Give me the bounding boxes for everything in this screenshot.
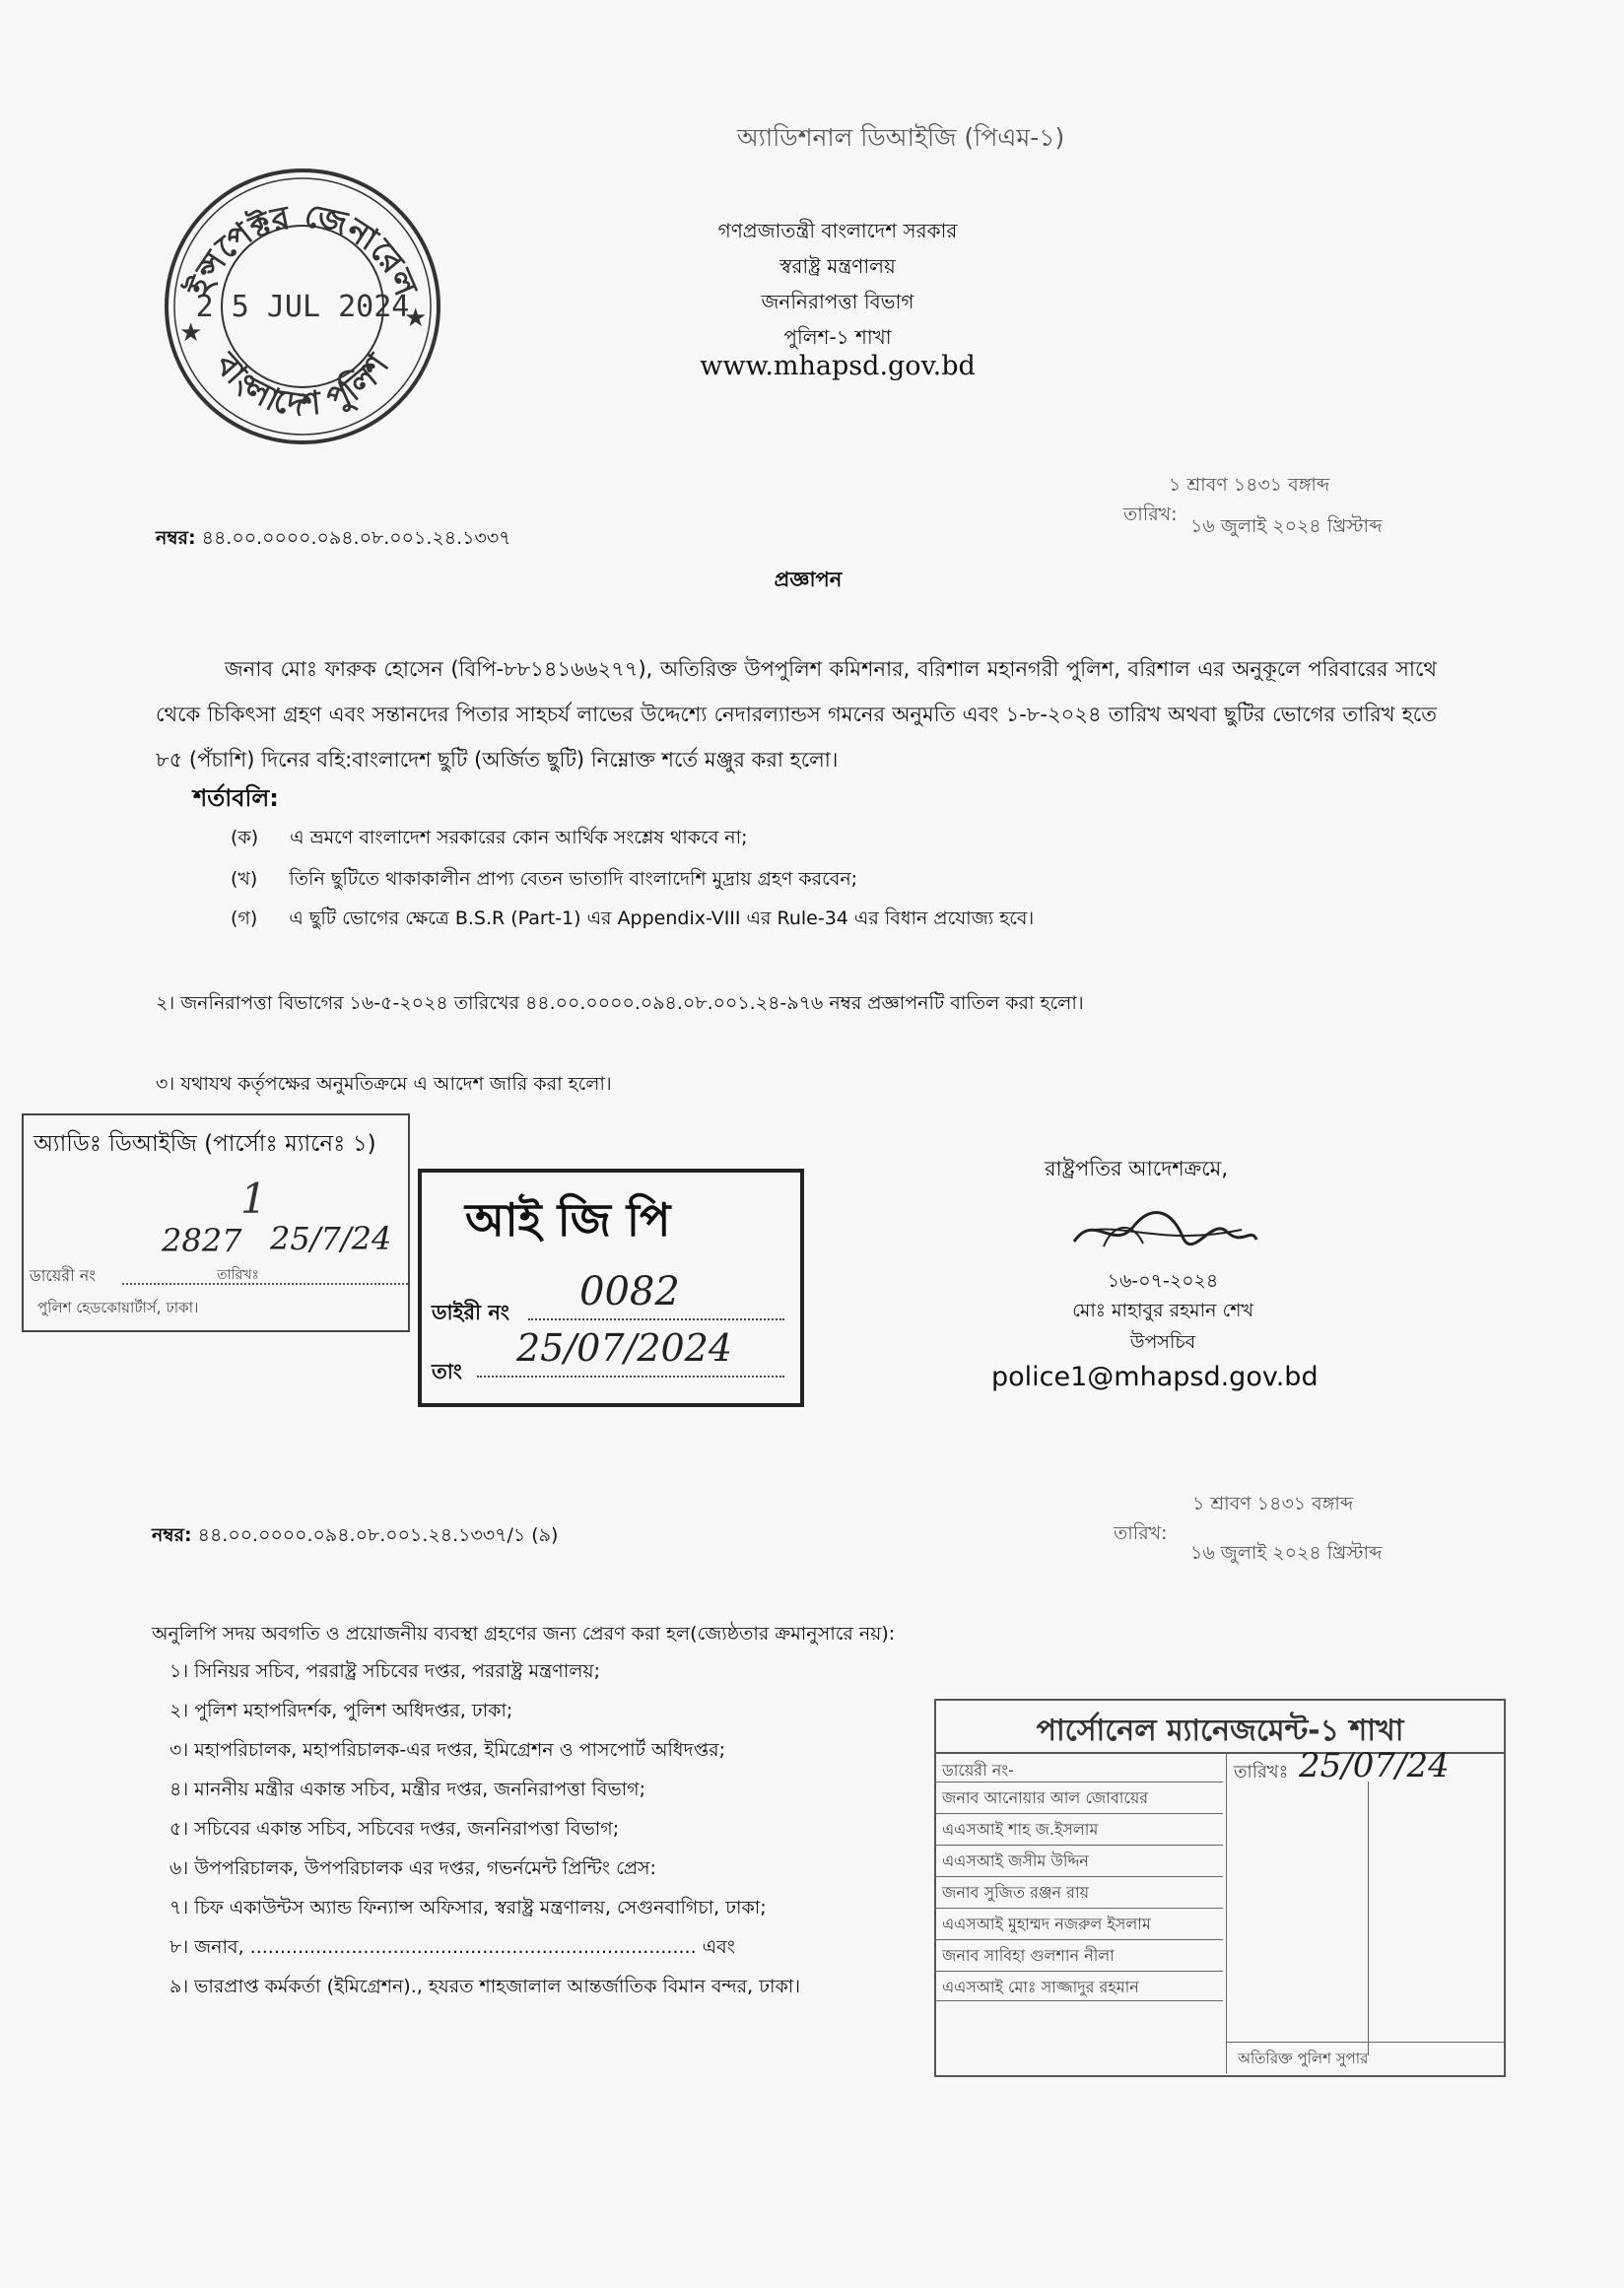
copy-list-item: ৫। সচিবের একান্ত সচিব, সচিবের দপ্তর, জননিরাপত্তা বিভাগ;	[169, 1818, 620, 1840]
stamp-branch-name-row: এএসআই মোঃ সাজ্জাদুর রহমান	[936, 1971, 1223, 2001]
ref2-date-label: তারিখ:	[1114, 1522, 1168, 1544]
notice-title: প্রজ্ঞাপন	[774, 568, 843, 591]
seal-star-left-icon: ★	[179, 318, 203, 348]
stamp-adig-date: 25/7/24	[270, 1220, 392, 1257]
stamp-branch-title: পার্সোনেল ম্যানেজমেন্ট-১ শাখা	[1036, 1714, 1404, 1748]
signature-name: মোঃ মাহাবুর রহমান শেখ	[1072, 1300, 1253, 1321]
stamp-igp-date: 25/07/2024	[516, 1326, 733, 1370]
ref1-date-label: তারিখ:	[1123, 504, 1178, 525]
stamp-branch	[934, 1699, 1506, 2077]
stamp-adig	[22, 1113, 410, 1332]
ref2-number-label: নম্বর:	[152, 1524, 192, 1546]
stamp-igp-title: আই জি পি	[465, 1193, 671, 1246]
ref1-number-value: ৪৪.০০.০০০০.০৯৪.০৮.০০১.২৪.১৩৩৭	[201, 527, 511, 549]
stamp-igp-date-label: তাং	[432, 1360, 462, 1383]
stamp-adig-mark: 1	[240, 1175, 267, 1223]
ref2-number-value: ৪৪.০০.০০০০.০৯৪.০৮.০০১.২৪.১৩৩৭/১ (৯)	[197, 1524, 559, 1546]
header-ministry: স্বরাষ্ট্র মন্ত্রণালয়	[779, 254, 896, 278]
stamp-adig-footer: পুলিশ হেডকোয়ার্টার্স, ঢাকা।	[37, 1299, 199, 1316]
stamp-branch-name-row: জনাব আনোয়ার আল জোবায়ের	[936, 1782, 1223, 1812]
stamp-adig-diary-no: 2827	[162, 1222, 242, 1259]
condition-marker: (ক)	[231, 827, 259, 848]
header-branch: পুলিশ-১ শাখা	[783, 325, 892, 349]
stamp-branch-name-row: জনাব সাবিহা গুলশান নীলা	[936, 1939, 1223, 1970]
copy-list-item: ২। পুলিশ মহাপরিদর্শক, পুলিশ অধিদপ্তর, ঢাকা;	[169, 1700, 513, 1721]
condition-marker: (গ)	[231, 908, 258, 929]
copy-list-item: ৬। উপপরিচালক, উপপরিচালক এর দপ্তর, গভর্নমেন্ট প্রিন্টিং প্রেস:	[169, 1857, 656, 1879]
signature-date: ১৬-০৭-২০২৪	[1107, 1270, 1219, 1292]
stamp-branch-name-row: এএসআই শাহ জ.ইসলাম	[936, 1813, 1223, 1844]
stamp-igp	[418, 1169, 804, 1407]
copy-list-item: ৯। ভারপ্রাপ্ত কর্মকর্তা (ইমিগ্রেশন)., হযরত শাহজালাল আন্তর্জাতিক বিমান বন্দর, ঢাকা।	[169, 1976, 801, 1997]
stamp-branch-name-row: এএসআই মুহাম্মদ নজরুল ইসলাম	[936, 1908, 1223, 1938]
ref2-date-english: ১৬ জুলাই ২০২৪ খ্রিস্টাব্দ	[1190, 1542, 1383, 1564]
top-title: অ্যাডিশনাল ডিআইজি (পিএম-১)	[737, 123, 1065, 152]
header-govt: গণপ্রজাতন্ত্রী বাংলাদেশ সরকার	[717, 219, 958, 242]
condition-item	[231, 905, 1034, 936]
header-division: জননিরাপত্তা বিভাগ	[761, 290, 914, 313]
copy-intro: অনুলিপি সদয় অবগতি ও প্রয়োজনীয় ব্যবস্থা গ্রহণের জন্য প্রেরণ করা হল(জ্যেষ্ঠতার ক্রমানুসারে নয়):	[152, 1623, 896, 1645]
stamp-branch-date: 25/07/24	[1299, 1746, 1450, 1785]
ref1-number	[156, 524, 511, 556]
stamp-branch-date-label: তারিখঃ	[1234, 1762, 1289, 1783]
condition-text: তিনি ছুটিতে থাকাকালীন প্রাপ্য বেতন ভাতাদি বাংলাদেশি মুদ্রায় গ্রহণ করবেন;	[289, 868, 858, 890]
copy-list-item: ১। সিনিয়র সচিব, পররাষ্ট্র সচিবের দপ্তর, পররাষ্ট্র মন্ত্রণালয়;	[169, 1660, 600, 1682]
point-2: ২। জননিরাপত্তা বিভাগের ১৬-৫-২০২৪ তারিখের ৪৪.০০.০০০০.০৯৪.০৮.০০১.২৪-৯৭৬ নম্বর প্রজ্ঞাপনটি বাতিল করা হলো।	[156, 992, 1084, 1014]
stamp-branch-name-row: জনাব সুজিত রঞ্জন রায়	[936, 1876, 1223, 1907]
point-3: ৩। যথাযথ কর্তৃপক্ষের অনুমতিক্রমে এ আদেশ জারি করা হলো।	[156, 1073, 612, 1095]
copy-list-item: ৭। চিফ একাউন্টস অ্যান্ড ফিন্যান্স অফিসার, স্বরাষ্ট্র মন্ত্রণালয়, সেগুনবাগিচা, ঢাকা;	[169, 1897, 767, 1918]
seal-date: 2 5 JUL 2024	[195, 290, 410, 324]
ref1-number-label: নম্বর:	[156, 527, 196, 549]
seal-bottom-text: বাংলাদেশ পুলিশ	[207, 345, 397, 424]
condition-item	[231, 824, 748, 855]
stamp-adig-diary-label: ডায়েরী নং	[30, 1266, 97, 1285]
stamp-branch-name-row: এএসআই জসীম উদ্দিন	[936, 1845, 1223, 1875]
ref2-date-bangla: ১ শ্রাবণ ১৪৩১ বঙ্গাব্দ	[1192, 1493, 1354, 1514]
stamp-adig-title: অ্যাডিঃ ডিআইজি (পার্সোঃ ম্যানেঃ ১)	[34, 1131, 376, 1157]
stamp-branch-footer: অতিরিক্ত পুলিশ সুপার	[1238, 2050, 1369, 2067]
ref2-number	[152, 1521, 558, 1553]
signature-scribble-icon	[1064, 1202, 1261, 1265]
condition-marker: (খ)	[231, 868, 258, 890]
copy-list-item: ৮। জনাব, ........................................................................... এবং	[169, 1936, 735, 1958]
body-paragraph: জনাব মোঃ ফারুক হোসেন (বিপি-৮৮১৪১৬৬২৭৭), অতিরিক্ত উপপুলিশ কমিশনার, বরিশাল মহানগরী পুলিশ, বরিশাল এর অনুকূলে পরিবারের সাথে থেকে চিকিৎসা গ্রহণ এবং সন্তানদের পিতার সাহচর্য লাভের উদ্দেশ্যে নেদারল্যান্ডস গমনের অনুমতি এবং ১-৮-২০২৪ তারিখ অথবা ছুটির ভোগের তারিখ হতে ৮৫ (পঁচাশি) দিনের বহি:বাংলাদেশ ছুটি (অর্জিত ছুটি) নিম্নোক্ত শর্তে মঞ্জুর করা হলো।	[156, 657, 1437, 772]
stamp-igp-diary-no: 0082	[579, 1269, 680, 1314]
condition-text: এ ছুটি ভোগের ক্ষেত্রে B.S.R (Part-1) এর Appendix-VIII এর Rule-34 এর বিধান প্রযোজ্য হবে।	[289, 908, 1035, 929]
signature-order-line: রাষ্ট্রপতির আদেশক্রমে,	[1045, 1157, 1228, 1180]
seal-star-right-icon: ★	[404, 303, 428, 333]
signature-designation: উপসচিব	[1129, 1331, 1196, 1353]
copy-list-item: ৩। মহাপরিচালক, মহাপরিচালক-এর দপ্তর, ইমিগ্রেশন ও পাসপোর্ট অধিদপ্তর;	[169, 1739, 726, 1761]
condition-text: এ ভ্রমণে বাংলাদেশ সরকারের কোন আর্থিক সংশ্লেষ থাকবে না;	[290, 827, 748, 848]
copy-list-item: ৪। মাননীয় মন্ত্রীর একান্ত সচিব, মন্ত্রীর দপ্তর, জননিরাপত্তা বিভাগ;	[169, 1779, 645, 1800]
stamp-igp-diary-label: ডাইরী নং	[432, 1301, 509, 1324]
round-seal	[160, 164, 445, 449]
ref1-date-english: ১৬ জুলাই ২০২৪ খ্রিস্টাব্দ	[1190, 515, 1383, 537]
ref1-date-bangla: ১ শ্রাবণ ১৪৩১ বঙ্গাব্দ	[1169, 474, 1330, 496]
condition-item	[231, 865, 857, 897]
stamp-adig-date-label: তারিখঃ	[217, 1267, 259, 1283]
conditions-heading: শর্তাবলি:	[193, 784, 279, 812]
header-website-link[interactable]: www.mhapsd.gov.bd	[700, 351, 976, 381]
seal-top-text: ইন্সপেক্টর জেনারেল	[178, 195, 427, 302]
signature-email-link[interactable]: police1@mhapsd.gov.bd	[991, 1362, 1319, 1392]
stamp-branch-diary-label: ডায়েরী নং-	[942, 1761, 1014, 1780]
